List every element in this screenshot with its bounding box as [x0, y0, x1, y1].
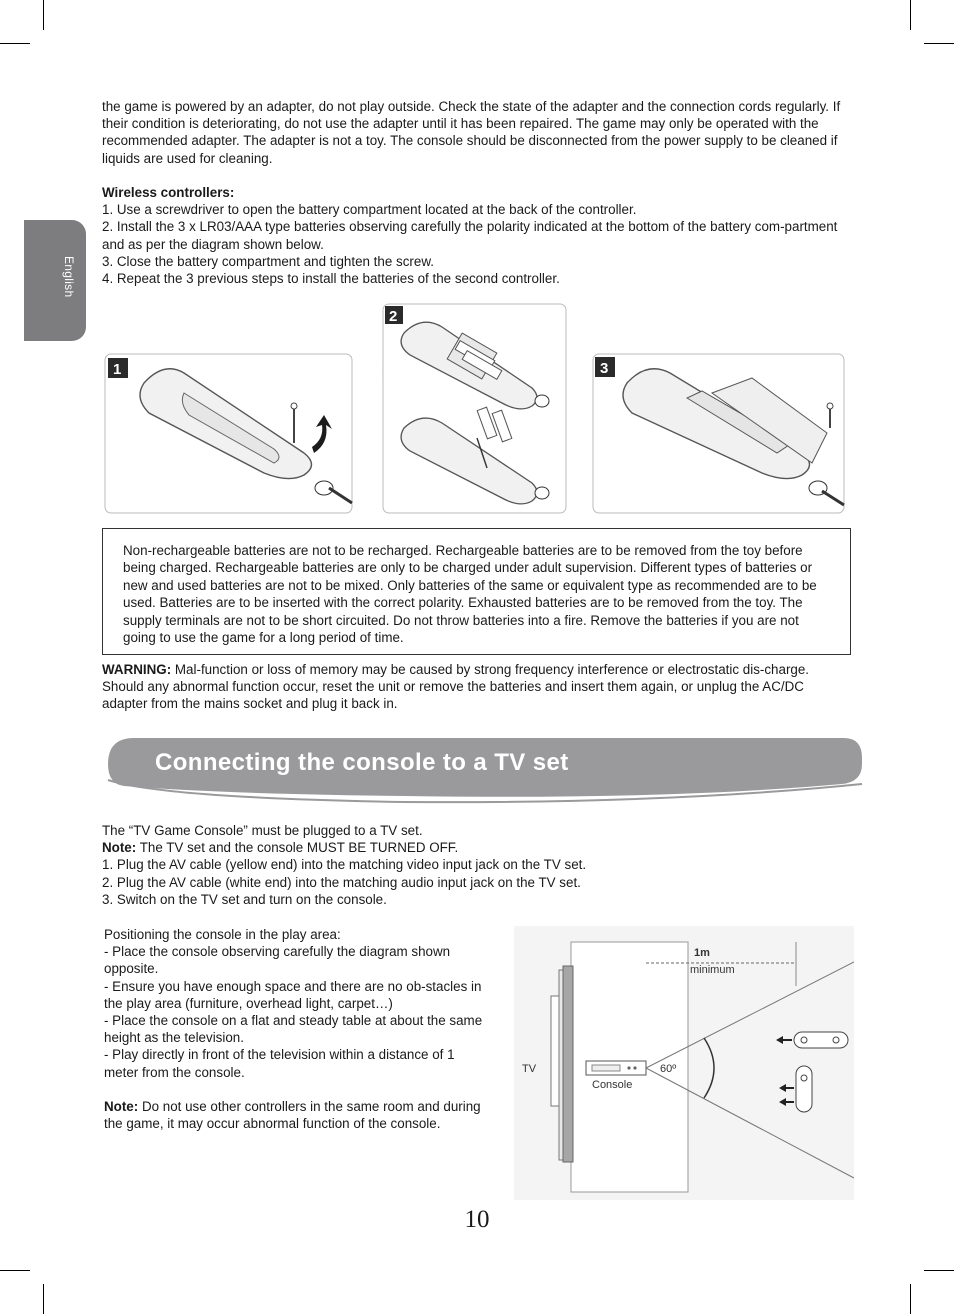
warning-paragraph — [102, 661, 850, 713]
wireless-step: 1. Use a screwdriver to open the battery compartment located at the back of the controller. — [102, 202, 637, 218]
crop-mark — [924, 43, 954, 44]
language-tab-label: English — [62, 256, 76, 298]
crop-mark — [924, 1270, 954, 1271]
crop-mark — [0, 1270, 30, 1271]
section-title: Connecting the console to a TV set — [155, 749, 569, 776]
connect-note-text: The TV set and the console MUST BE TURNED OFF. — [136, 840, 459, 856]
battery-step-2-figure — [382, 303, 568, 515]
tv-label: TV — [522, 1063, 537, 1075]
play-area-diagram — [514, 926, 854, 1200]
connect-step: 1. Plug the AV cable (yellow end) into the matching video input jack on the TV set. — [102, 857, 587, 873]
positioning-section — [104, 926, 486, 1132]
console-label: Console — [592, 1079, 633, 1091]
figure-1-number: 1 — [113, 361, 122, 378]
language-tab — [24, 220, 86, 341]
wireless-step: 4. Repeat the 3 previous steps to install the batteries of the second controller. — [102, 271, 560, 287]
positioning-intro: Positioning the console in the play area: — [104, 927, 341, 942]
positioning-note — [104, 1098, 486, 1132]
connect-note — [102, 839, 842, 856]
page-number: 10 — [464, 1206, 490, 1233]
distance-sub-label: minimum — [690, 964, 735, 976]
angle-label: 60º — [660, 1063, 677, 1075]
positioning-item: - Place the console on a flat and steady table at about the same height as the television. — [104, 1013, 483, 1046]
figure-2-number: 2 — [389, 308, 398, 325]
battery-safety-notice — [102, 528, 851, 655]
crop-mark — [910, 0, 911, 30]
connect-section — [102, 822, 842, 908]
crop-mark — [0, 43, 30, 44]
battery-step-1-figure — [104, 353, 354, 515]
notice-text: Non-rechargeable batteries are not to be recharged. Rechargeable batteries are to be removed from the toy before being charged. Rechargeable batteries are only to be charged under adult supervision. Different types of batteries or new and used batteries are not to be mixed. Only batteries of the same or equivalent type as recommended are to be used. Batteries are to be inserted with the correct polarity. Exhausted batteries are to be removed from the toy. The supply terminals are not to be short circuited. Do not throw batteries into a fire. Remove the batteries if you are not going to use the game for a long period of time. — [123, 543, 817, 646]
positioning-item: - Place the console observing carefully the diagram shown opposite. — [104, 944, 451, 977]
intro-paragraph: the game is powered by an adapter, do not play outside. Check the state of the adapter and the connection cords regularly. If their condition is deteriorating, do not use the adapter until it has been repaired. The game may only be operated with the recommended adapter. The adapter is not a toy. The console should be disconnected from the power supply to be cleaned if liquids are used for cleaning. — [102, 99, 841, 166]
connect-note-label: Note: — [102, 840, 137, 856]
battery-step-3-figure — [592, 353, 846, 515]
positioning-note-label: Note: — [104, 1098, 139, 1114]
positioning-item: - Play directly in front of the television within a distance of 1 meter from the console. — [104, 1047, 455, 1080]
positioning-note-text: Do not use other controllers in the same room and during the game, it may occur abnormal function of the console. — [104, 1098, 481, 1132]
wireless-step: 2. Install the 3 x LR03/AAA type batteries observing carefully the polarity indicated at the bottom of the battery com-partment and as per the diagram shown below. — [102, 219, 838, 252]
positioning-item: - Ensure you have enough space and there are no ob-stacles in the play area (furniture, overhead light, carpet…) — [104, 978, 482, 1011]
connect-intro: The “TV Game Console” must be plugged to a TV set. — [102, 823, 423, 838]
crop-mark — [910, 1284, 911, 1314]
wireless-step: 3. Close the battery compartment and tighten the screw. — [102, 253, 434, 269]
figure-3-number: 3 — [600, 360, 609, 377]
warning-label: WARNING: — [102, 662, 172, 677]
warning-text: Mal-function or loss of memory may be caused by strong frequency interference or electrostatic dis-charge. Should any abnormal function occur, reset the unit or remove the batteries and insert them again, or unplug the AC/DC adapter from the mains socket and plug it back in. — [102, 662, 810, 712]
crop-mark — [43, 0, 44, 30]
wireless-heading: Wireless controllers: — [102, 185, 235, 200]
crop-mark — [43, 1284, 44, 1314]
distance-label: 1m — [694, 947, 710, 959]
connect-step: 2. Plug the AV cable (white end) into the matching audio input jack on the TV set. — [102, 874, 581, 890]
connect-step: 3. Switch on the TV set and turn on the console. — [102, 891, 387, 907]
wireless-section — [102, 184, 842, 287]
